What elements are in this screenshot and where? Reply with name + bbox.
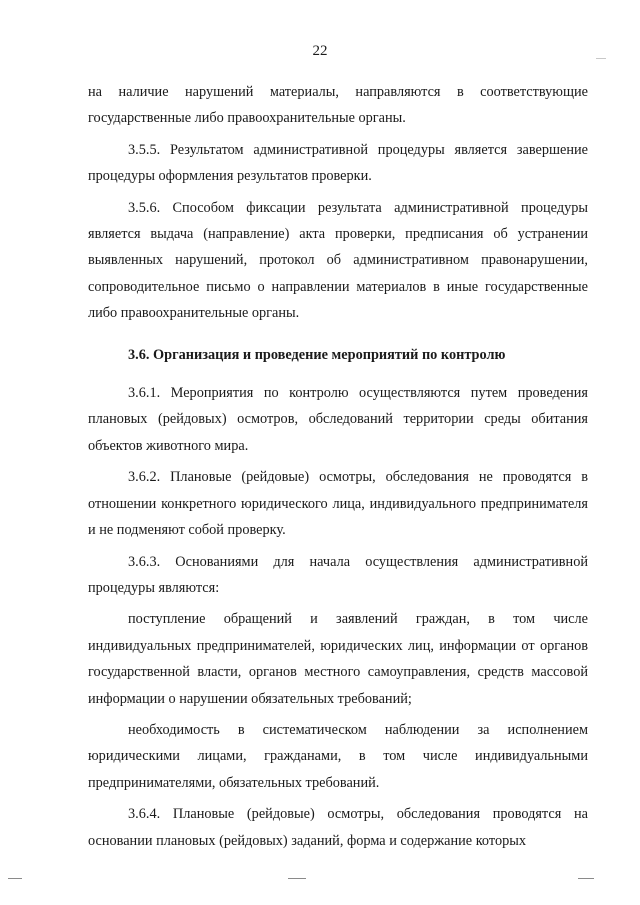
paragraph-continuation: на наличие нарушений материалы, направляются в соответствующие государственные либо правоохранительные органы.	[88, 84, 588, 127]
paragraph-3-5-5: 3.5.5. Результатом административной процедуры является завершение процедуры оформления результатов проверки.	[88, 141, 588, 185]
paragraph-basis-appeals: поступление обращений и заявлений граждан, в том числе индивидуальных предпринимателей, юридических лиц, информации от органов государственной власти, органов местного самоуправления, средств массовой информации о нарушении обязательных требований;	[88, 611, 588, 707]
section-heading: 3.6. Организация и проведение мероприятий по контролю	[128, 346, 506, 363]
paragraph-3-6-2: 3.6.2. Плановые (рейдовые) осмотры, обследования не проводятся в отношении конкретного юридического лица, индивидуального предпринимателя и не подменяют собой проверку.	[88, 469, 588, 539]
document-body	[88, 79, 588, 859]
paragraph-basis-monitoring: необходимость в систематическом наблюдении за исполнением юридическими лицами, гражданами, в том числе индивидуальными предпринимателями, обязательных требований.	[88, 721, 588, 791]
paragraph-3-6-3: 3.6.3. Основаниями для начала осуществления административной процедуры являются:	[88, 553, 588, 596]
paragraph-3-6-1: 3.6.1. Мероприятия по контролю осуществляются путем проведения плановых (рейдовых) осмотров, обследований территории среды обитания объектов животного мира.	[88, 385, 588, 454]
paragraph-3-6-4: 3.6.4. Плановые (рейдовые) осмотры, обследования проводятся на основании плановых (рейдовых) заданий, форма и содержание которых	[88, 806, 588, 849]
scan-artifact-bottom-right	[578, 878, 594, 879]
paragraph-3-5-6: 3.5.6. Способом фиксации результата административной процедуры является выдача (направление) акта проверки, предписания об устранении выявленных нарушений, протокол об административном правонарушении, сопроводительное письмо о направлении материалов в иные государственные либо правоохранительные органы.	[88, 199, 588, 322]
page-number: 22	[312, 43, 328, 59]
scan-artifact-bottom-center	[288, 878, 306, 879]
scan-artifact-bottom-left	[8, 878, 22, 879]
scan-artifact-top-right	[596, 58, 606, 59]
